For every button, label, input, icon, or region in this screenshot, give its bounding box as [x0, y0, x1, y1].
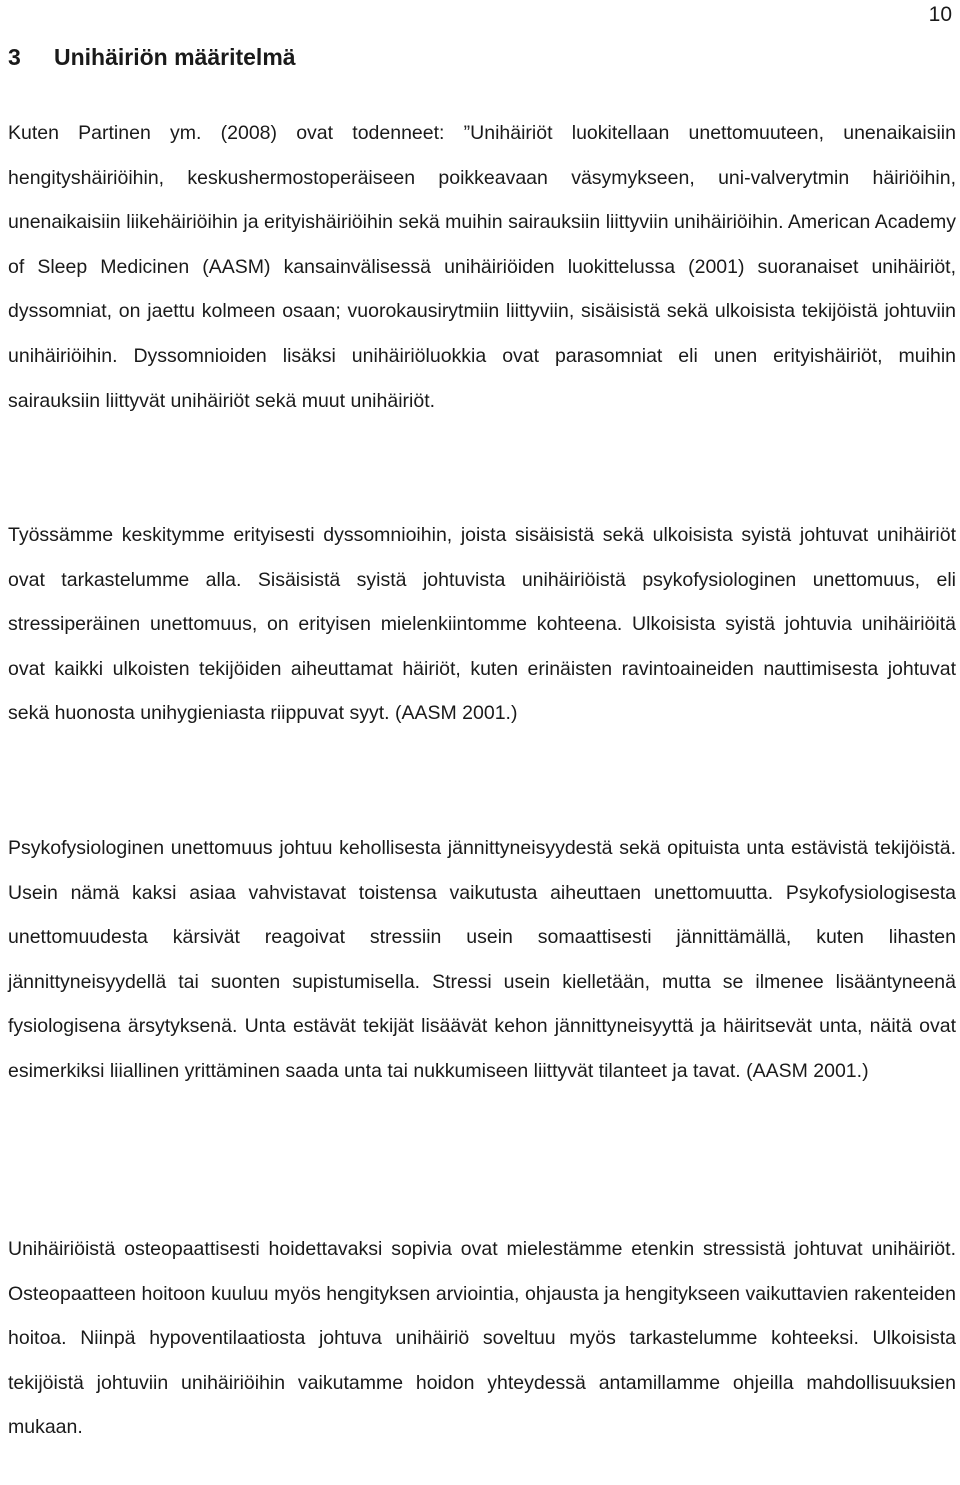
- body-paragraph: Työssämme keskitymme erityisesti dyssomnioihin, joista sisäisistä sekä ulkoisista syistä johtuvat unihäiriöt ovat tarkastelumme alla. Sisäisistä syistä johtuvista unihäiriöistä psykofysiologinen unettomuus, eli stressiperäinen unettomuus, on erityisen mielenkiintomme kohteena. Ulkoisista syistä johtuvia unihäiriöitä ovat kaikki ulkoisten tekijöiden aiheuttamat häiriöt, kuten erinäisten ravintoaineiden nauttimisesta johtuvat sekä huonosta unihygieniasta riippuvat syyt. (AASM 2001.): [8, 524, 956, 725]
- body-paragraph: Psykofysiologinen unettomuus johtuu kehollisesta jännittyneisyydestä sekä opituista unta estävistä tekijöistä. Usein nämä kaksi asiaa vahvistavat toistensa vaikutusta aiheuttaen unettomuutta. Psykofysiologisesta unettomuudesta kärsivät reagoivat stressiin usein somaattisesti jännittämällä, kuten lihasten jännittyneisyydellä tai suonten supistumisella. Stressi usein kielletään, mutta se ilmenee lisääntyneenä fysiologisena ärsytyksenä. Unta estävät tekijät lisäävät kehon jännittyneisyyttä ja häiritsevät unta, näitä ovat esimerkiksi liiallinen yrittäminen saada unta tai nukkumiseen liittyvät tilanteet ja tavat. (AASM 2001.): [8, 837, 956, 1082]
- page-number: 10: [928, 3, 952, 26]
- section-title: Unihäiriön määritelmä: [54, 44, 296, 70]
- body-paragraph: Kuten Partinen ym. (2008) ovat todenneet: ”Unihäiriöt luokitellaan unettomuuteen, unenaikaisiin hengityshäiriöihin, keskushermostoperäiseen poikkeavaan väsymykseen, uni-valverytmin häiriöihin, unenaikaisiin liikehäiriöihin ja erityishäiriöihin sekä muihin sairauksiin liittyviin unihäiriöihin. American Academy of Sleep Medicinen (AASM) kansainvälisessä unihäiriöiden luokittelussa (2001) suoranaiset unihäiriöt, dyssomniat, on jaettu kolmeen osaan; vuorokausirytmiin liittyviin, sisäisistä sekä ulkoisista tekijöistä johtuviin unihäiriöihin. Dyssomnioiden lisäksi unihäiriöluokkia ovat parasomniat eli unen erityishäiriöt, muihin sairauksiin liittyvät unihäiriöt sekä muut unihäiriöt.: [8, 122, 956, 412]
- section-heading: [8, 40, 296, 74]
- section-number: 3: [8, 44, 21, 70]
- body-paragraph: Unihäiriöistä osteopaattisesti hoidettavaksi sopivia ovat mielestämme etenkin stressistä johtuvat unihäiriöt. Osteopaatteen hoitoon kuuluu myös hengityksen arviointia, ohjausta ja hengitykseen vaikuttavien rakenteiden hoitoa. Niinpä hypoventilaatiosta johtuva unihäiriö soveltuu myös tarkastelumme kohteeksi. Ulkoisista tekijöistä johtuviin unihäiriöihin vaikutamme hoidon yhteydessä antamillamme ohjeilla mahdollisuuksien mukaan.: [8, 1238, 956, 1439]
